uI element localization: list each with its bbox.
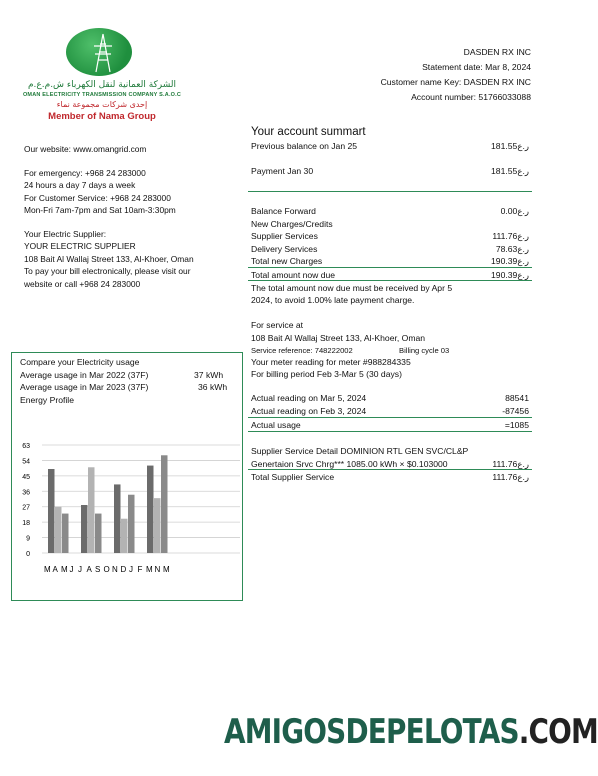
supplier-services-label: Supplier Services [251,231,318,241]
supplier-services-row [251,231,529,243]
y-tick-label: 27 [22,504,30,512]
footer-brand-suffix: .COM [518,712,598,752]
actual-reading-mar-row [251,393,529,405]
x-tick-label: M [163,565,170,574]
actual-reading-feb-value: -87456 [502,406,529,416]
footer-brand-main: AMIGOSDEPELOTAS [224,712,519,752]
emergency-line: For emergency: +968 24 283000 [24,167,146,178]
billing-cycle: Billing cycle 03 [399,346,450,355]
supplier-services-value: ر.ع111.76 [492,231,529,241]
avg-2022-label: Average usage in Mar 2022 (37F) [20,370,149,380]
previous-balance-label: Previous balance on Jan 25 [251,141,358,151]
contact-info [24,143,194,290]
y-tick-label: 9 [26,535,30,543]
chart-bar [147,466,154,553]
new-charges-label: New Charges/Credits [251,219,333,229]
balance-forward-label: Balance Forward [251,206,316,216]
divider [248,431,532,432]
chart-bar [114,484,121,553]
x-tick-label: D [120,565,127,574]
chart-bar [62,514,69,553]
billing-period-row [251,369,529,381]
customer-service-hours: Mon-Fri 7am-7pm and Sat 10am-3:30pm [24,205,176,215]
actual-reading-feb-label: Actual reading on Feb 3, 2024 [251,406,367,416]
x-tick-label: O [103,565,110,574]
delivery-services-value: ر.ع78.63 [495,244,529,254]
y-tick-label: 36 [22,489,30,497]
y-tick-label: 63 [22,443,30,450]
divider [248,417,532,418]
transmission-tower-icon [92,32,114,74]
generation-label: Genertaion Srvc Chrg*** 1085.00 kWh × $0.103000 [251,459,448,469]
delivery-services-row [251,244,529,256]
chart-bar [154,498,161,553]
due-note-text-2: 2024, to avoid 1.00% late payment charge. [251,295,415,305]
actual-usage-value: =1085 [504,420,529,430]
avg-2022-value: 37 kWh [194,370,224,380]
x-tick-label: J [69,565,74,574]
chart-bar [55,507,62,553]
x-tick-label: J [78,565,82,574]
x-tick-label: N [112,565,118,574]
x-tick-label: S [95,565,101,574]
supplier-detail: Supplier Service Detail DOMINION RTL GEN SVC/CL&P [251,446,469,456]
divider [248,280,532,281]
chart-bar [88,467,95,553]
website-line: Our website: www.omangrid.com [24,144,147,154]
payment-row [251,166,529,178]
total-new-charges-value: ر.ع190.39 [491,256,529,266]
service-address-row [251,333,529,345]
previous-balance-value: ر.ع181.55 [491,141,529,151]
energy-profile-chart [12,433,242,583]
divider [248,469,532,470]
company-logo [22,28,182,124]
chart-bar [121,519,128,553]
payment-label: Payment Jan 30 [251,166,314,176]
new-charges-row [251,219,529,231]
x-tick-label: A [52,565,58,574]
supplier-detail-row [251,446,529,458]
avg-2023-value: 36 kWh [198,382,228,392]
meter-reading: Your meter reading for meter #988284335 [251,357,411,367]
statement-date: Statement date: Mar 8, 2024 [422,62,531,72]
avg-2023-label: Average usage in Mar 2023 (37F) [20,382,149,392]
supplier-label: Your Electric Supplier: [24,228,107,239]
account-header [381,45,531,105]
actual-usage-label: Actual usage [251,420,301,430]
payment-value: ر.ع181.55 [491,166,529,176]
total-supplier-label: Total Supplier Service [251,472,335,482]
account-number: Account number: 51766033088 [411,92,531,102]
actual-reading-mar-label: Actual reading on Mar 5, 2024 [251,393,367,403]
chart-bar [161,455,168,553]
chart-bar [95,514,102,553]
for-service-label: For service at [251,320,304,330]
chart-bar [128,495,135,553]
actual-reading-mar-value: 88541 [505,393,529,403]
logo-english-name: OMAN ELECTRICITY TRANSMISSION COMPANY S.A.O.C [22,92,182,98]
y-tick-label: 45 [22,473,30,481]
chart-bar [81,505,88,553]
y-tick-label: 0 [26,551,30,558]
service-address: 108 Bait Al Wallaj Street 133, Al-Khoer, Oman [251,333,426,343]
for-service-row [251,320,529,332]
due-note-text-1: The total amount now due must be received by Apr 5 [251,283,453,293]
logo-arabic-member: إحدى شركات مجموعة نماء [56,100,148,109]
usage-comparison-panel [11,352,243,601]
due-note-1 [251,283,529,295]
supplier-name: YOUR ELECTRIC SUPPLIER [24,241,136,251]
customer-service-line: For Customer Service: +968 24 283000 [24,192,171,203]
previous-balance-row [251,141,529,153]
total-due-value: ر.ع190.39 [491,270,529,280]
total-new-charges-label: Total new Charges [251,256,323,266]
meter-reading-row [251,357,529,369]
balance-forward-row [251,206,529,218]
x-tick-label: J [129,565,133,574]
divider [248,267,532,268]
x-tick-label: M [44,565,51,574]
logo-member-text: Member of Nama Group [48,111,156,122]
x-tick-label: M [146,565,153,574]
pay-instructions-2: website or call +968 24 283000 [24,278,141,289]
logo-arabic-name: الشركة العمانية لنقل الكهرباء ش.م.ع.م [27,80,177,90]
divider [248,191,532,192]
x-tick-label: F [137,565,143,574]
energy-profile-label: Energy Profile [20,395,74,405]
x-tick-label: M [61,565,68,574]
supplier-address: 108 Bait Al Wallaj Street 133, Al-Khoer, Oman [24,253,194,264]
y-tick-label: 54 [22,458,30,466]
x-tick-label: N [154,565,161,574]
total-due-label: Total amount now due [251,270,336,280]
y-tick-label: 18 [22,520,30,528]
generation-value: ر.ع111.76 [492,459,529,469]
customer-name: DASDEN RX INC [463,47,531,57]
x-tick-label: A [86,565,92,574]
delivery-services-label: Delivery Services [251,244,318,254]
footer-brand [224,712,598,752]
service-reference: Service reference: 748222002 [251,346,353,355]
billing-period: For billing period Feb 3-Mar 5 (30 days) [251,369,402,379]
pay-instructions-1: To pay your bill electronically, please visit our [24,266,191,276]
chart-bar [48,469,55,553]
total-supplier-value: ر.ع111.76 [492,472,529,482]
due-note-2 [251,295,529,307]
balance-forward-value: ر.ع0.00 [500,206,529,216]
customer-key: Customer name Key: DASDEN RX INC [380,77,531,87]
hours-line: 24 hours a day 7 days a week [24,180,136,190]
summary-title: Your account summart [251,126,366,138]
total-supplier-row [251,472,529,484]
usage-heading: Compare your Electricity usage [20,357,140,367]
